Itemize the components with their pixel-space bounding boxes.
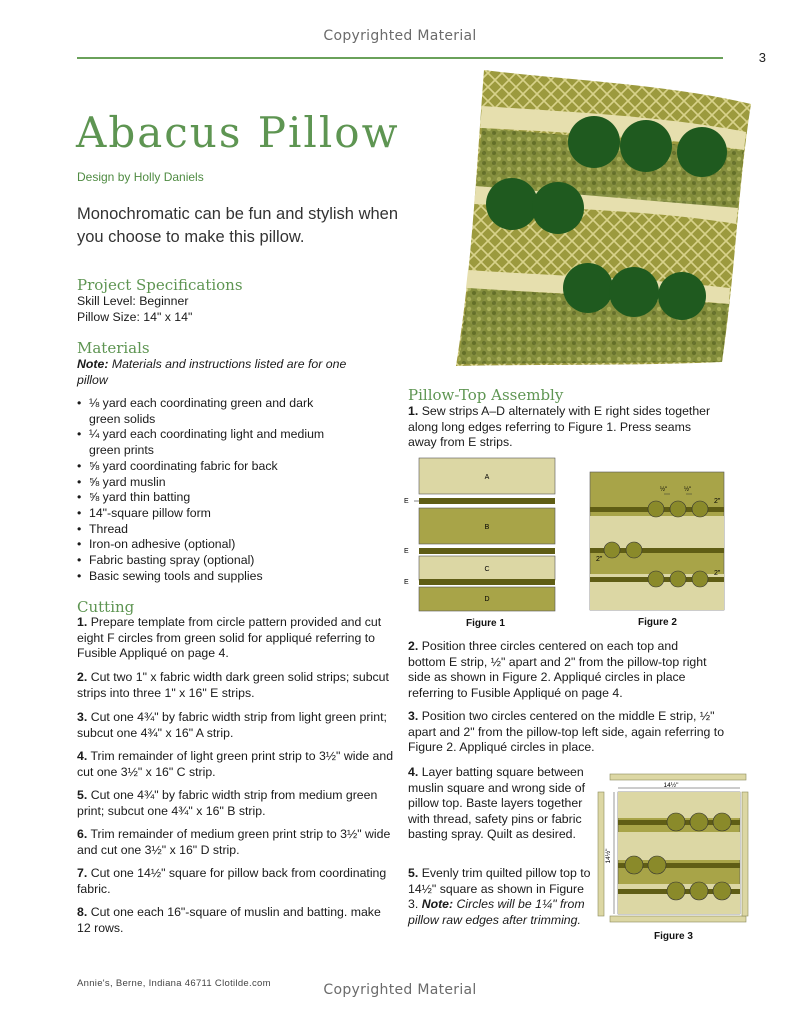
- step-number: 7.: [77, 866, 88, 880]
- circle: [690, 882, 708, 900]
- circle: [604, 542, 620, 558]
- assembly-step-1: [408, 404, 718, 451]
- half-inch-label: ½": [684, 487, 692, 493]
- list-item: • ⅝ yard coordinating fabric for back: [77, 459, 377, 475]
- circle: [670, 501, 686, 517]
- circle: [667, 813, 685, 831]
- specs-heading: Project Specifications: [77, 276, 243, 294]
- dimension-label: 14½": [605, 848, 612, 864]
- circle: [648, 856, 666, 874]
- strip-b-label: B: [484, 524, 490, 531]
- pillow-size: Pillow Size: 14" x 14": [77, 310, 193, 324]
- cutting-step-8: [77, 905, 395, 936]
- step-text: Trim remainder of medium green print strip to 3½" wide and cut one 3½" x 16" D strip.: [77, 827, 391, 857]
- figure-3-caption: Figure 3: [654, 931, 693, 942]
- list-item: • ⅝ yard muslin: [77, 475, 377, 491]
- step-number: 2.: [408, 639, 419, 653]
- circle: [626, 542, 642, 558]
- step-number: 4.: [408, 765, 419, 779]
- step-text: Cut two 1" x fabric width dark green solid strips; subcut strips into three 1" x 16" E strips.: [77, 670, 389, 700]
- cutting-step-2: [77, 670, 395, 701]
- step-text: Cut one 14½" square for pillow back from coordinating fabric.: [77, 866, 387, 896]
- circle: [625, 856, 643, 874]
- pillow-photo: [446, 66, 756, 376]
- step-number: 2.: [77, 670, 88, 684]
- cutting-step-7: [77, 866, 395, 897]
- step-text: Trim remainder of light green print strip to 3½" wide and cut one 3½" x 16" C strip.: [77, 749, 394, 779]
- circle: [690, 813, 708, 831]
- step-text: Evenly trim quilted pillow top to 14½" square as shown in Figure 3.: [408, 866, 591, 912]
- assembly-heading: Pillow-Top Assembly: [408, 386, 564, 404]
- note-label: Note:: [77, 357, 109, 371]
- step-number: 5.: [77, 788, 88, 802]
- step-number: 1.: [77, 615, 88, 629]
- publisher-footer: Annie's, Berne, Indiana 46711 Clotilde.com: [77, 978, 271, 989]
- circle: [670, 571, 686, 587]
- note-text: Circles will be 1¼" from pillow raw edges after trimming.: [408, 897, 585, 927]
- figure-1-diagram: [400, 455, 560, 615]
- step-number: 8.: [77, 905, 88, 919]
- step-text: Cut one each 16"-square of muslin and batting. make 12 rows.: [77, 905, 381, 935]
- circle: [648, 571, 664, 587]
- list-item: • Fabric basting spray (optional): [77, 553, 377, 569]
- circle: [713, 882, 731, 900]
- list-item: • ⅛ yard each coordinating green and dark green solids: [77, 396, 344, 427]
- figure-2-diagram: [588, 470, 728, 612]
- step-number: 1.: [408, 404, 419, 418]
- cutting-step-3: [77, 710, 395, 741]
- half-inch-label: ½": [660, 487, 668, 493]
- step-number: 5.: [408, 866, 419, 880]
- figure-1-caption: Figure 1: [466, 618, 505, 629]
- step-number: 3.: [77, 710, 88, 724]
- assembly-step-5: [408, 866, 596, 928]
- strip-e: [419, 548, 555, 554]
- header-rule: [77, 57, 723, 59]
- e-label: E: [404, 498, 409, 505]
- step-text: Sew strips A–D alternately with E right sides together along long edges referring to Figure 1. Press seams away from E strips.: [408, 404, 711, 450]
- step-number: 6.: [77, 827, 88, 841]
- materials-note: [77, 357, 357, 388]
- page-number: 3: [758, 50, 766, 65]
- step-number: 4.: [77, 749, 88, 763]
- circle: [692, 501, 708, 517]
- figure-3-diagram: [596, 770, 752, 928]
- materials-heading: Materials: [77, 339, 150, 357]
- strip-d-label: D: [484, 596, 490, 603]
- copyright-footer: Copyrighted Material: [323, 982, 477, 998]
- assembly-step-3: [408, 709, 726, 756]
- two-inch-label: 2": [714, 570, 721, 577]
- list-item: • Basic sewing tools and supplies: [77, 569, 377, 585]
- assembly-step-2: [408, 639, 718, 701]
- intro-text: Monochromatic can be fun and stylish when you choose to make this pillow.: [77, 205, 399, 246]
- skill-level: Skill Level: Beginner: [77, 294, 189, 308]
- note-text: Materials and instructions listed are for one pillow: [77, 357, 347, 387]
- cutting-heading: Cutting: [77, 598, 135, 616]
- list-item: • ¼ yard each coordinating light and medium green prints: [77, 427, 344, 458]
- figure-2-caption: Figure 2: [638, 617, 677, 628]
- note-label: Note:: [421, 897, 454, 912]
- page-title: Abacus Pillow: [76, 108, 400, 157]
- cutting-step-4: [77, 749, 395, 780]
- step-text: Position two circles centered on the middle E strip, ½" apart and 2" from the pillow-top left side, again referring to Figure 2. Appliqué circles in place.: [408, 709, 725, 755]
- e-label: E: [404, 579, 409, 586]
- e-label: E: [404, 548, 409, 555]
- cutting-step-5: [77, 788, 395, 819]
- materials-list: [77, 396, 377, 584]
- step-number: 3.: [408, 709, 419, 723]
- circle: [713, 813, 731, 831]
- step-text: Layer batting square between muslin square and wrong side of pillow top. Baste layers together with thread, safety pins or fabric basting spray. Quilt as desired.: [408, 765, 586, 842]
- strip-e: [419, 498, 555, 504]
- step-text: Cut one 4¾" by fabric width strip from medium green print; subcut one 4¾" x 16" B strip.: [77, 788, 378, 818]
- list-item: • 14"-square pillow form: [77, 506, 377, 522]
- list-item: • Iron-on adhesive (optional): [77, 537, 377, 553]
- dimension-label: 14½": [663, 782, 679, 789]
- list-item: • Thread: [77, 522, 377, 538]
- circle: [667, 882, 685, 900]
- step-text: Position three circles centered on each top and bottom E strip, ½" apart and 2" from the pillow-top right side as shown in Figure 2. Appliqué circles in place referring to Fusible Appliqué on page 4.: [408, 639, 707, 700]
- list-item: • ⅝ yard thin batting: [77, 490, 377, 506]
- designer-byline: Design by Holly Daniels: [77, 170, 204, 184]
- step-text: Cut one 4¾" by fabric width strip from light green print; subcut one 4¾" x 16" A strip.: [77, 710, 387, 740]
- circle: [692, 571, 708, 587]
- cutting-step-1: [77, 615, 395, 662]
- cutting-step-6: [77, 827, 395, 858]
- circle: [648, 501, 664, 517]
- strip-e: [419, 579, 555, 585]
- step-text: Prepare template from circle pattern provided and cut eight F circles from green solid for appliqué referring to Fusible Appliqué on page 4.: [77, 615, 382, 661]
- two-inch-label: 2": [596, 556, 603, 563]
- strip-a-label: A: [484, 474, 490, 481]
- strip-c-label: C: [484, 566, 490, 573]
- two-inch-label: 2": [714, 498, 721, 505]
- assembly-step-4: [408, 765, 596, 843]
- copyright-header: Copyrighted Material: [323, 28, 477, 44]
